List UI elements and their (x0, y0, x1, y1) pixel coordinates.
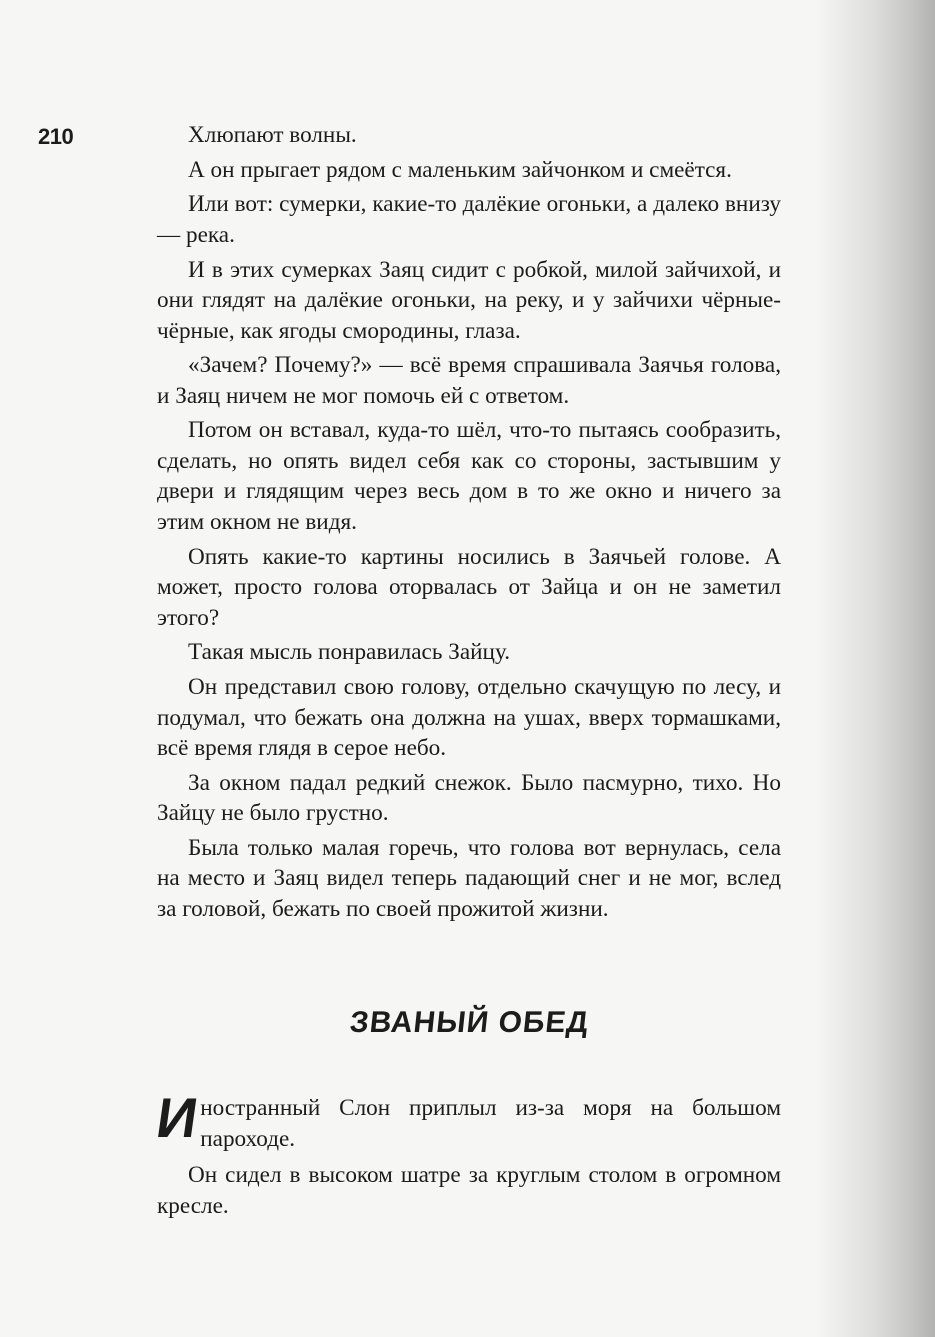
chapter-heading (157, 1006, 781, 1040)
paragraph: Потом он вставал, куда-то шёл, что-то пытаясь сообразить, сделать, но опять видел себя как со стороны, застывшим у двери и глядящим через весь дом в то же окно и ничего за этим окном не видя. (157, 417, 781, 535)
paragraph: Такая мысль понравилась Зайцу. (188, 639, 511, 666)
paragraph: Или вот: сумерки, какие-то далёкие огоньки, а далеко внизу — река. (157, 191, 781, 248)
paragraph: «Зачем? Почему?» — всё время спрашивала Заячья голова, и Заяц ничем не мог помочь ей с ответом. (157, 352, 781, 409)
paragraph: Он сидел в высоком шатре за круглым столом в огромном кресле. (157, 1162, 781, 1219)
paragraph: Опять какие-то картины носились в Заячьей голове. А может, просто голова оторвалась от Зайца и он не заметил этого? (157, 543, 781, 631)
drop-cap: И (152, 1086, 202, 1149)
binding-shadow (815, 0, 935, 1337)
first-paragraph (152, 1086, 781, 1154)
paragraph: За окном падал редкий снежок. Было пасмурно, тихо. Но Зайцу не было грустно. (157, 769, 781, 827)
first-paragraph-text: ностранный Слон приплыл из-за моря на большом пароходе. (200, 1095, 781, 1152)
paragraph: Была только малая горечь, что голова вот вернулась, села на место и Заяц видел теперь падающий снег и не мог, вслед за головой, бежать по своей прожитой жизни. (157, 834, 781, 922)
paragraph: Он представил свою голову, отдельно скачущую по лесу, и подумал, что бежать она должна на ушах, вверх тормашками, всё время глядя в серое небо. (157, 674, 781, 761)
paragraph: А он прыгает рядом с маленьким зайчонком и смеётся. (188, 156, 732, 183)
page-number: 210 (38, 124, 74, 149)
chapter-text (152, 1086, 781, 1225)
paragraph: И в этих сумерках Заяц сидит с робкой, милой зайчихой, и они глядят на далёкие огоньки, на реку, и у зайчихи чёрные-чёрные, как ягоды смородины, глаза. (157, 256, 781, 344)
previous-story-text (157, 120, 781, 929)
paragraph: Хлюпают волны. (188, 122, 357, 148)
chapter-title: ЗВАНЫЙ ОБЕД (347, 1006, 591, 1039)
